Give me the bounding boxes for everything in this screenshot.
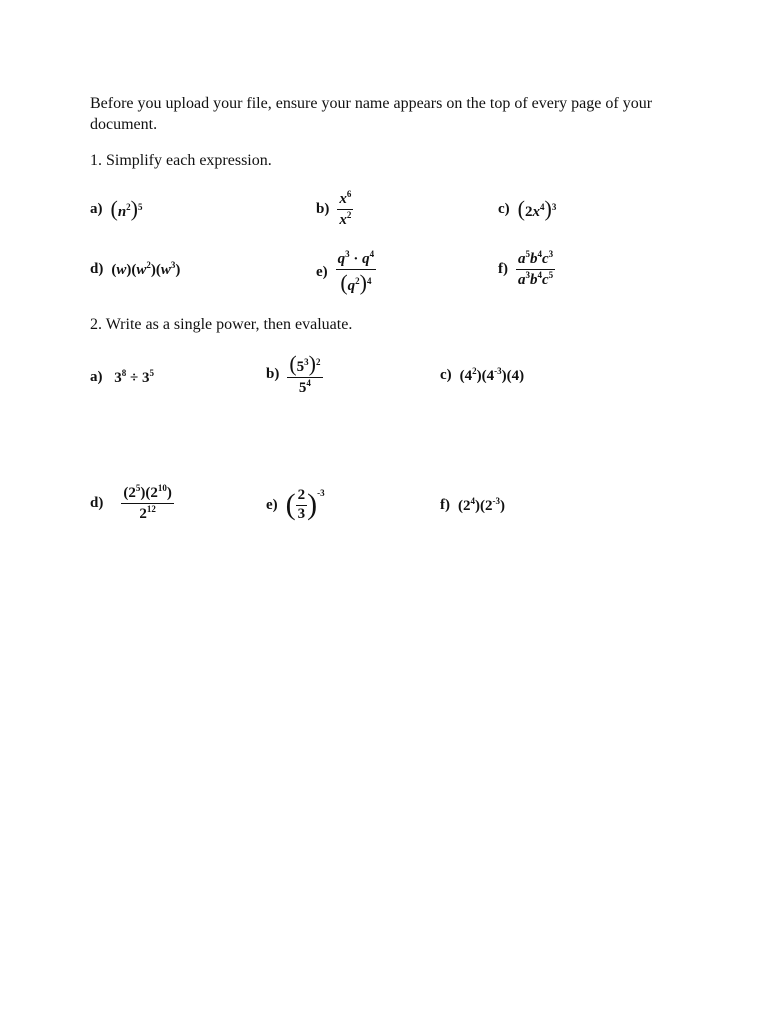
q2-item-b	[266, 352, 323, 397]
q2-item-a	[90, 368, 154, 387]
item-label: f)	[440, 497, 450, 513]
item-label: b)	[266, 365, 280, 382]
q1-c-expression: $(2x^4)^3$	[517, 196, 557, 221]
q1-a-expression: $(n^2)^5$	[110, 196, 143, 221]
item-label: a)	[90, 200, 103, 217]
q2-e-expression: ( $\frac{2}{3}$ ) $^{-3}$	[285, 487, 325, 522]
q1-e-expression: $\frac{q^3 \cdot q^4}{(q^2)^4}$	[337, 249, 375, 295]
q2-item-d	[90, 484, 174, 523]
q2-a-expression: $3^8 \div 3^5$	[110, 368, 154, 386]
q2-item-c	[440, 366, 524, 385]
item-label: d)	[90, 494, 104, 511]
q1-b-expression: $\frac{x^6}{x^2}$	[339, 189, 352, 228]
item-label: e)	[266, 496, 278, 513]
q2-item-e	[266, 488, 325, 523]
question-1-heading: 1. Simplify each expression.	[90, 152, 272, 169]
item-label: a)	[90, 369, 103, 385]
q2-d-expression: $\frac{(2^5)(2^{10})}{2^{12}}$	[123, 483, 172, 522]
item-label: f)	[498, 260, 508, 277]
q1-item-d	[90, 260, 180, 279]
q1-item-c	[498, 196, 556, 222]
instructions-text: Before you upload your file, ensure your name appears on the top of every page of your document.	[90, 95, 653, 133]
item-label: c)	[498, 200, 510, 217]
item-label: d)	[90, 261, 104, 277]
question-2-heading: 2. Write as a single power, then evaluate.	[90, 316, 353, 333]
item-label: b)	[316, 200, 330, 217]
q2-f-expression: $(2^4)(2^{-3})$	[458, 496, 505, 514]
q1-d-expression: $(w)(w^2)(w^3)$	[111, 260, 181, 278]
q2-b-expression: $\frac{(5^3)^2}{5^4}$	[289, 351, 321, 396]
item-label: e)	[316, 263, 328, 280]
q1-item-a	[90, 196, 143, 222]
item-label: c)	[440, 367, 452, 383]
q1-item-e	[316, 250, 376, 295]
q1-f-expression: $\frac{a^5b^4c^3}{a^3b^4c^5}$	[518, 249, 554, 288]
q1-item-f	[498, 250, 555, 289]
q1-item-b	[316, 190, 353, 229]
q2-item-f	[440, 496, 505, 515]
q2-c-expression: $(4^2)(4^{-3})(4)$	[459, 366, 525, 384]
